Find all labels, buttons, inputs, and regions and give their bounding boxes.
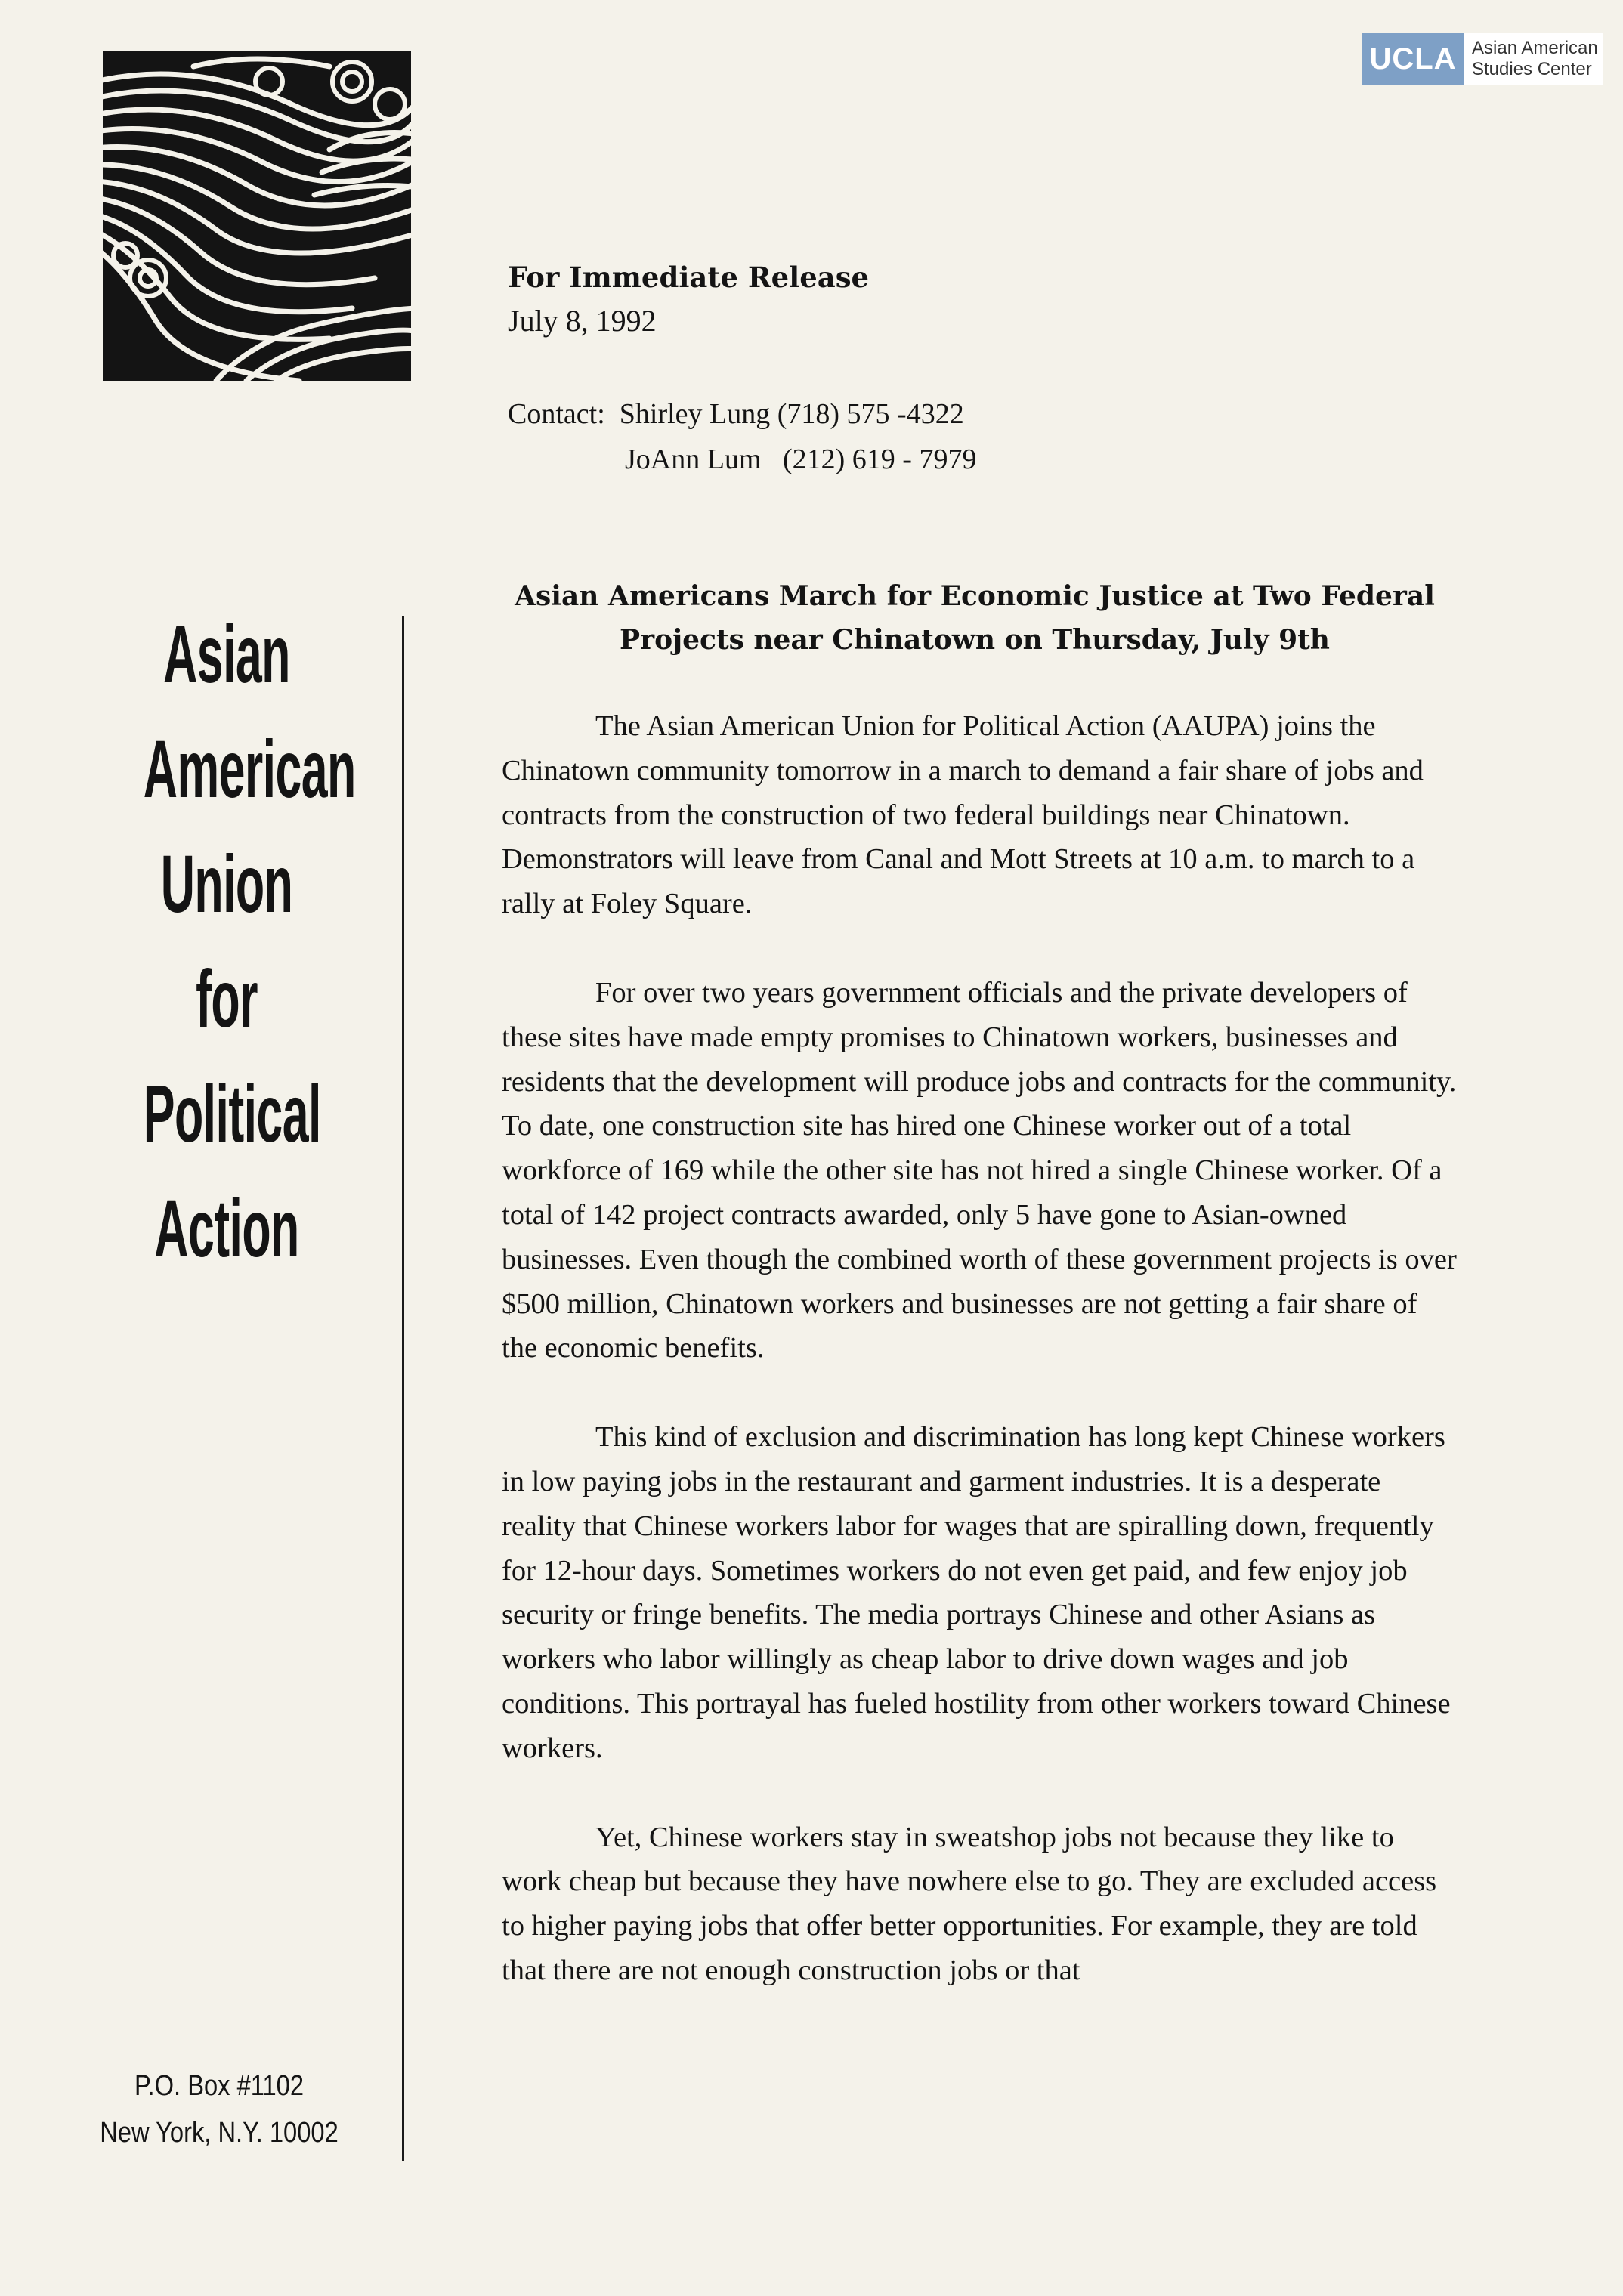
release-title: For Immediate Release (508, 261, 870, 294)
contact-label: Contact: (508, 398, 605, 430)
wave-pattern-icon (103, 51, 411, 381)
release-info (508, 255, 869, 343)
ucla-badge (1362, 33, 1603, 85)
release-date: July 8, 1992 (508, 304, 657, 338)
body-paragraph: Yet, Chinese workers stay in sweatshop jobs not because they like to work cheap but because they have nowhere else to go. They are excluded access to higher paying jobs that offer better opportunities. For example, they are told that there are not enough construction jobs or that (502, 1821, 1437, 1986)
org-line: Union (160, 838, 293, 929)
ucla-logo: UCLA (1362, 33, 1464, 85)
headline-line-2: Projects near Chinatown on Thursday, July 9th (620, 624, 1330, 656)
org-line: Political (143, 1068, 321, 1159)
org-line: for (196, 953, 258, 1044)
org-line: American (143, 723, 356, 814)
address-line-2: New York, N.Y. 10002 (100, 2117, 339, 2149)
body-paragraph: This kind of exclusion and discrimination has long kept Chinese workers in low paying jobs in the restaurant and garment industries. It is a desperate reality that Chinese workers labor for wages that are spiralling down, frequently for 12-hour days. Sometimes workers do not even get paid, and few enjoy job security or fringe benefits. The media portrays Chinese and other Asians as workers who labor willingly as cheap labor to drive down wages and job conditions. This portrayal has fueled hostility from other workers toward Chinese workers. (502, 1421, 1451, 1764)
contact-phone: (212) 619 - 7979 (783, 443, 977, 475)
org-line: Action (154, 1182, 299, 1274)
contact-name: Shirley Lung (619, 398, 771, 430)
org-line: Asian (163, 608, 290, 700)
contact-name: JoAnn Lum (625, 443, 762, 475)
contact-row (508, 437, 976, 482)
contact-row (508, 391, 976, 437)
body-text (502, 704, 1460, 2038)
address-line-1: P.O. Box #1102 (134, 2070, 305, 2102)
headline-line-1: Asian Americans March for Economic Justice at Two Federal (515, 580, 1435, 612)
organization-name (143, 597, 356, 1286)
mailing-address (96, 2063, 343, 2156)
badge-line-2: Studies Center (1472, 59, 1592, 79)
contact-block (508, 391, 976, 482)
headline (453, 574, 1496, 662)
contact-phone: (718) 575 -4322 (777, 398, 964, 430)
vertical-divider (402, 616, 404, 2161)
badge-line-1: Asian American (1472, 38, 1598, 58)
body-paragraph: The Asian American Union for Political Action (AAUPA) joins the Chinatown community tomorrow in a march to demand a fair share of jobs and contracts from the construction of two federal buildings near Chinatown. Demonstrators will leave from Canal and Mott Streets at 10 a.m. to march to a rally at Foley Square. (502, 710, 1424, 920)
body-paragraph: For over two years government officials and the private developers of these sites have made empty promises to Chinatown workers, businesses and residents that the development will produce jobs and contracts for the community. To date, one construction site has hired one Chinese worker out of a total workforce of 169 while the other site has not hired a single Chinese worker. Of a total of 142 project contracts awarded, only 5 have gone to Asian-owned businesses. Even though the combined worth of these government projects is over $500 million, Chinatown workers and businesses are not getting a fair share of the economic benefits. (502, 976, 1457, 1364)
badge-label (1464, 33, 1603, 85)
